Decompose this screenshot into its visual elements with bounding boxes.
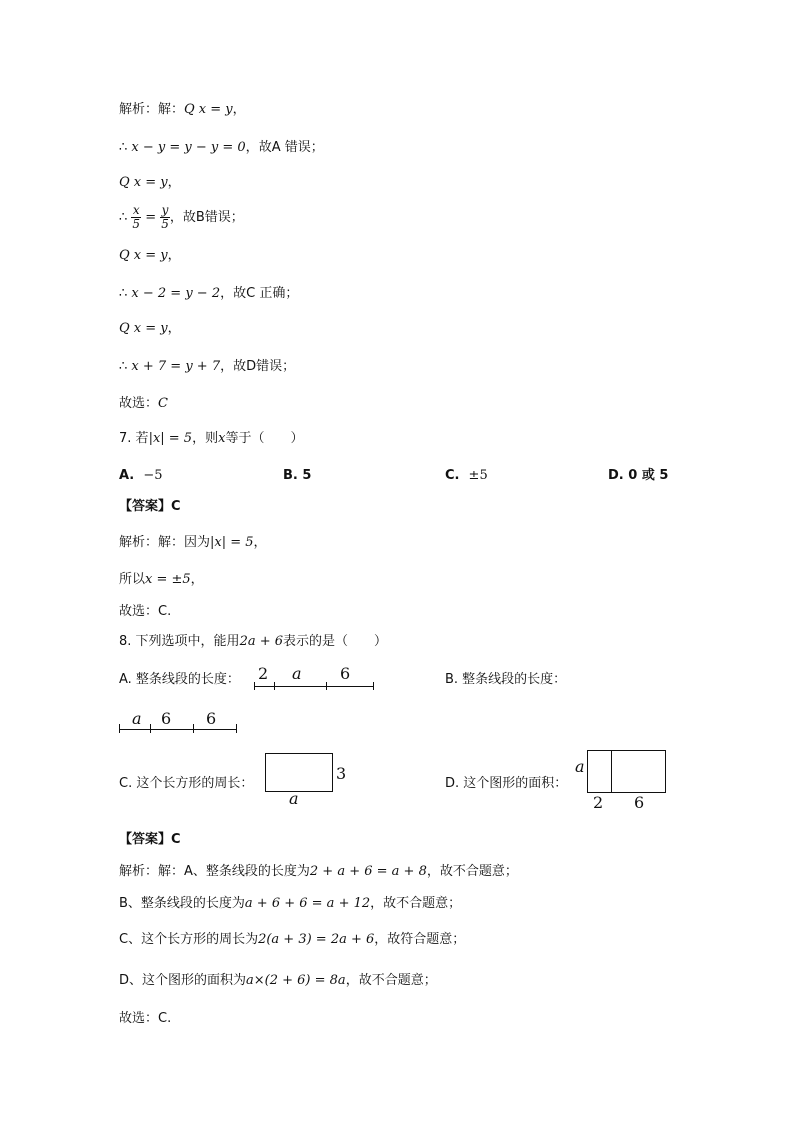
q6-choice: 故选：C [119,396,168,411]
q8-option-d: D. 这个图形的面积： [445,776,568,791]
q6-cond-b: Q x = y， [119,175,181,190]
q7-choice: 故选：C. [119,604,172,619]
q8-expl-c: C、这个长方形的周长为2(a + 3) = 2a + 6，故符合题意； [119,932,466,947]
q6-cond-c: Q x = y， [119,248,181,263]
segment-a-label-3: 6 [340,664,351,683]
q8-expl-b: B、整条线段的长度为a + 6 + 6 = a + 12，故不合题意； [119,896,462,911]
rectangle-d-divider [611,751,612,792]
rectangle-d-bottom-label-1: 2 [593,793,604,812]
segment-a-label-2: a [292,664,302,683]
q6-expl-intro: 解析：解：Q x = y， [119,102,246,117]
rectangle-d-side-label: a [575,757,585,776]
rectangle-c-side-label: 3 [336,764,347,783]
q8-option-b: B. 整条线段的长度： [445,672,567,687]
segment-b-diagram [119,708,241,736]
segment-b-label-3: 6 [206,709,217,728]
q7-expl: 解析：解：因为|x| = 5， [119,535,267,550]
rectangle-c [265,753,333,792]
q8-option-c: C. 这个长方形的周长： [119,776,254,791]
rectangle-c-bottom-label: a [289,789,299,808]
q8-answer: 【答案】C [119,832,181,847]
segment-a-label-1: 2 [258,664,269,683]
q8-option-a: A. 整条线段的长度： [119,672,240,687]
q6-expl-d: ∴ x + 7 = y + 7，故D错误； [119,359,296,374]
q8-stem: 8. 下列选项中，能用2a + 6表示的是（ ） [119,634,388,649]
segment-b-label-2: 6 [161,709,172,728]
q7-answer: 【答案】C [119,499,181,514]
q7-option-a: A. −5 [119,468,163,483]
q6-cond-d: Q x = y， [119,321,181,336]
q6-expl-a: ∴ x − y = y − y = 0，故A 错误； [119,140,324,155]
q7-option-b: B. 5 [283,468,312,483]
rectangle-d [587,750,666,793]
segment-b-label-1: a [132,709,142,728]
q8-expl-a: 解析：解：A、整条线段的长度为2 + a + 6 = a + 8，故不合题意； [119,864,518,879]
q6-expl-c: ∴ x − 2 = y − 2，故C 正确； [119,286,299,301]
q7-option-d: D. 0 或 5 [608,468,669,483]
q7-stem: 7. 若|x| = 5，则x等于（ ） [119,431,304,446]
rectangle-d-bottom-label-2: 6 [634,793,645,812]
q8-expl-d: D、这个图形的面积为a×(2 + 6) = 8a，故不合题意； [119,973,437,988]
q7-option-c: C. ±5 [445,468,488,483]
q8-choice: 故选：C. [119,1011,172,1026]
q7-so: 所以x = ±5， [119,572,204,587]
q6-expl-b: ∴ $\frac{x}{5}$ = $\frac{y}{5}$ ，故B错误； [119,203,244,231]
segment-a-diagram [254,664,376,692]
